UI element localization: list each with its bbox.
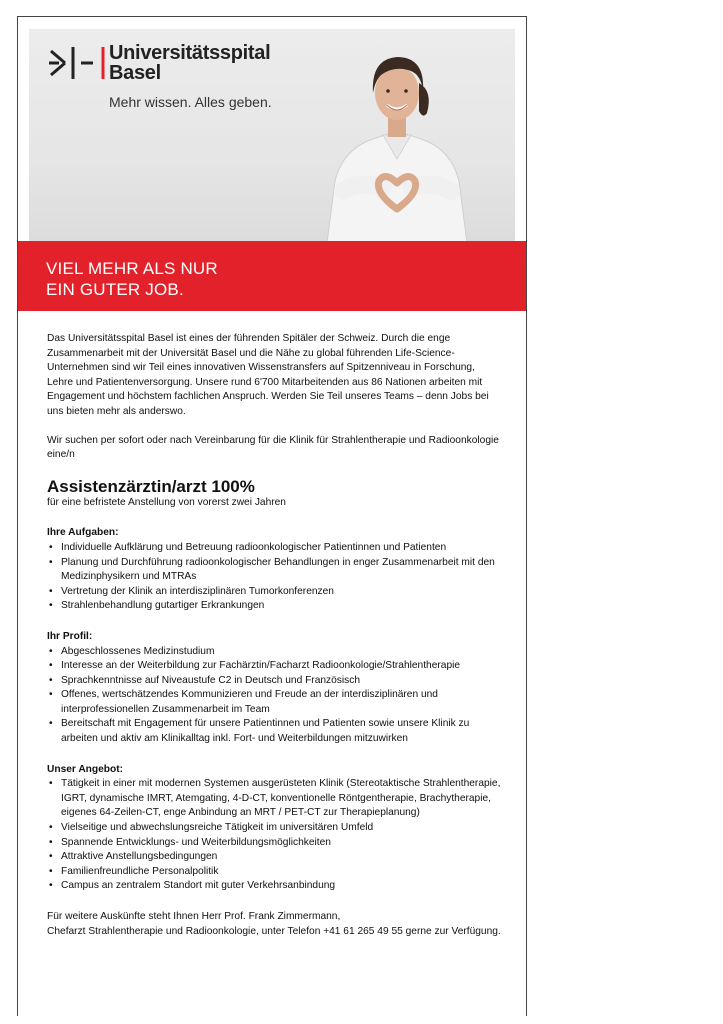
job-title: Assistenzärztin/arzt 100%	[47, 476, 255, 496]
tasks-title: Ihre Aufgaben:	[47, 527, 119, 539]
brand-name-line1: Universitätsspital	[109, 42, 271, 64]
contact-line2: Chefarzt Strahlentherapie und Radioonkologie, unter Telefon +41 61 265 49 55 gerne zur Verfügung.	[47, 925, 501, 937]
list-item: • Interesse an der Weiterbildung zur Fachärztin/Facharzt Radioonkologie/Strahlentherapie	[47, 659, 502, 674]
contact-info	[47, 910, 502, 939]
offer-title: Unser Angebot:	[47, 763, 124, 775]
profile-list	[47, 645, 502, 747]
list-item: • Vielseitige und abwechslungsreiche Tätigkeit im universitären Umfeld	[47, 821, 502, 836]
brand-name-line2: Basel	[109, 62, 161, 84]
doctor-heart-gesture-photo	[287, 31, 507, 241]
job-ad-page	[17, 16, 527, 1016]
list-item: • Sprachkenntnisse auf Niveaustufe C2 in Deutsch und Französisch	[47, 674, 502, 689]
list-item: • Spannende Entwicklungs- und Weiterbildungsmöglichkeiten	[47, 836, 502, 851]
headline	[46, 258, 218, 300]
hero-image	[29, 29, 515, 241]
headline-line2: EIN GUTER JOB.	[46, 280, 184, 299]
headline-line1: VIEL MEHR ALS NUR	[46, 259, 218, 278]
list-item: • Bereitschaft mit Engagement für unsere Patientinnen und Patienten sowie unsere Klinik zu arbeiten und aktiv am Klinikalltag inkl. Fort- und Weiterbildungen mitzuwirken	[47, 717, 502, 746]
headline-banner	[18, 241, 526, 311]
tasks-list	[47, 541, 502, 614]
list-item: • Individuelle Aufklärung und Betreuung radioonkologischer Patientinnen und Patienten	[47, 541, 502, 556]
profile-title: Ihr Profil:	[47, 630, 93, 642]
list-item: • Tätigkeit in einer mit modernen Systemen ausgerüsteten Klinik (Stereotaktische Strahlentherapie, IGRT, dynamische IMRT, Atemgating, 4-D-CT, konventionelle Röntgentherapie, Brachytherapie, eigenes 64-Zeilen-CT, enge Anbindung an MRT / PET-CT zur Therapieplanung)	[47, 777, 502, 821]
list-item: • Attraktive Anstellungsbedingungen	[47, 850, 502, 865]
brand-tagline: Mehr wissen. Alles geben.	[109, 94, 272, 110]
list-item: • Offenes, wertschätzendes Kommunizieren und Freude an der interdisziplinären und interprofessionellen Zusammenarbeit im Team	[47, 688, 502, 717]
contact-line1: Für weitere Auskünfte steht Ihnen Herr Prof. Frank Zimmermann,	[47, 911, 341, 922]
brand-name	[109, 43, 270, 83]
job-subtitle: für eine befristete Anstellung von vorerst zwei Jahren	[47, 496, 286, 508]
offer-list	[47, 777, 502, 894]
search-paragraph: Wir suchen per sofort oder nach Vereinbarung für die Klinik für Strahlentherapie und Radioonkologie eine/n	[47, 434, 499, 461]
list-item: • Familienfreundliche Personalpolitik	[47, 865, 502, 880]
list-item: • Abgeschlossenes Medizinstudium	[47, 645, 502, 660]
ad-body	[47, 332, 502, 939]
list-item: • Campus an zentralem Standort mit guter Verkehrsanbindung	[47, 879, 502, 894]
usb-logo-icon	[47, 43, 107, 83]
list-item: • Planung und Durchführung radioonkologischer Behandlungen in enger Zusammenarbeit mit den Medizinphysikern und MTRAs	[47, 556, 502, 585]
intro-paragraph: Das Universitätsspital Basel ist eines der führenden Spitäler der Schweiz. Durch die enge Zusammenarbeit mit der Universität Basel und die Nähe zu global führenden Life-Science-Unternehmen sind wir Teil eines innovativen Wissenstransfers auf Spitzenniveau in Forschung, Lehre und Patientenversorgung. Unsere rund 6'700 Mitarbeitenden aus 86 Nationen arbeiten mit Engagement und höchstem fachlichen Anspruch. Werden Sie Teil unseres Teams – denn Jobs bei uns bieten mehr als anderswo.	[47, 333, 489, 417]
list-item: • Vertretung der Klinik an interdisziplinären Tumorkonferenzen	[47, 585, 502, 600]
list-item: • Strahlenbehandlung gutartiger Erkrankungen	[47, 599, 502, 614]
